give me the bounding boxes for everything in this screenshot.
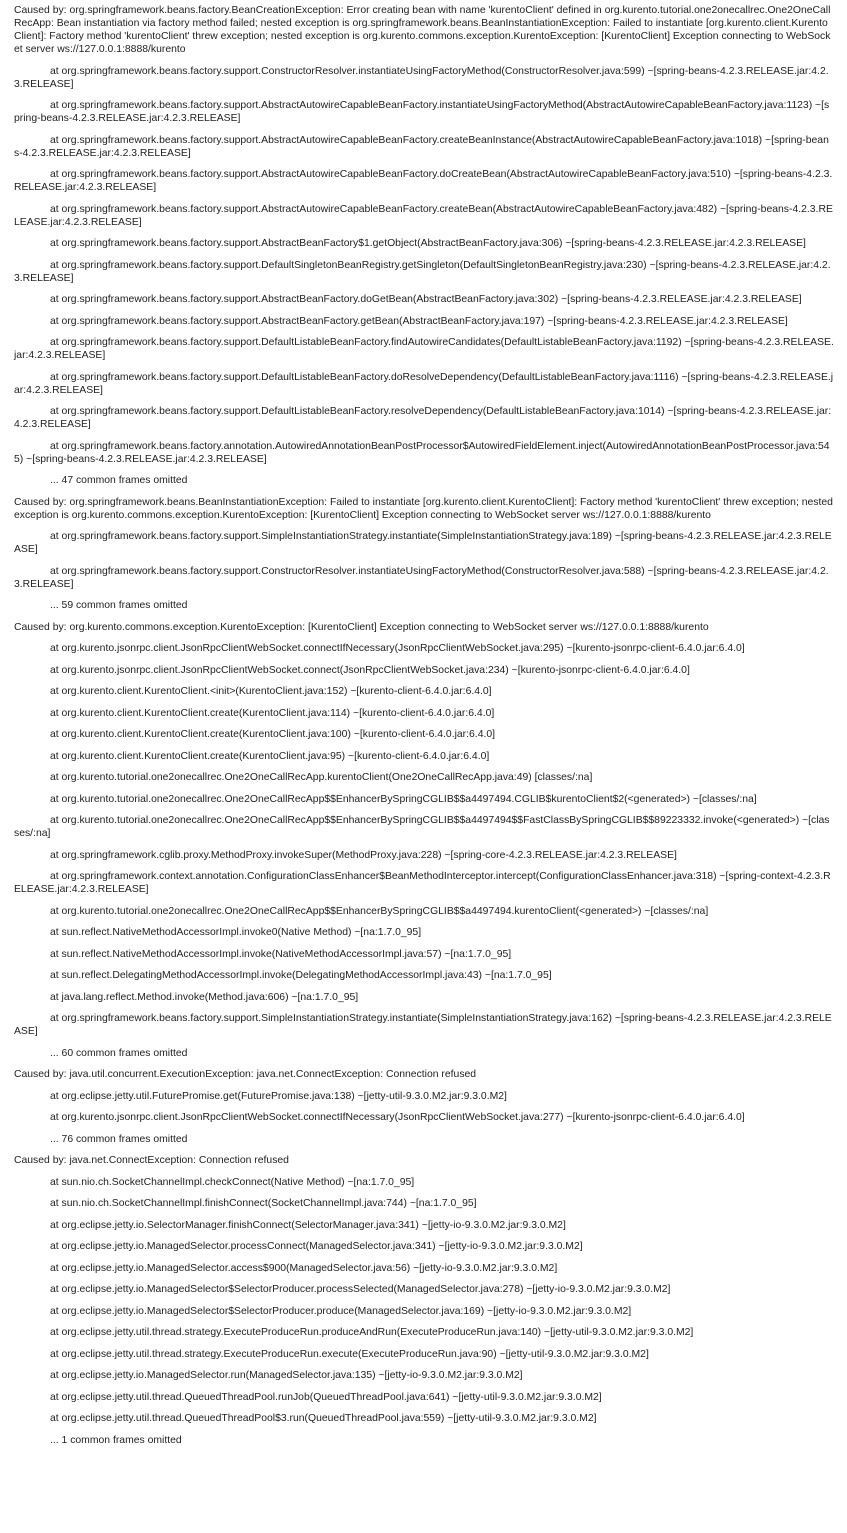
stack-frame-line: at org.springframework.beans.factory.support.AbstractBeanFactory.doGetBean(AbstractBeanFactory.java:302) ~[spring-beans-4.2.3.RELEASE.jar:4.2.3.RELEASE] bbox=[50, 294, 802, 305]
stack-frame-line: at org.eclipse.jetty.util.thread.strategy.ExecuteProduceRun.execute(ExecuteProduceRun.java:90) ~[jetty-util-9.3.0.M2.jar:9.3.0.M2] bbox=[50, 1348, 649, 1360]
stack-frame-line: at org.springframework.cglib.proxy.MethodProxy.invokeSuper(MethodProxy.java:228) ~[spring-core-4.2.3.RELEASE.jar:4.2.3.RELEASE] bbox=[50, 849, 677, 861]
omitted-frames-line: ... 60 common frames omitted bbox=[50, 1047, 188, 1059]
stack-frame-line: at org.springframework.beans.factory.support.AbstractBeanFactory.getBean(AbstractBeanFactory.java:197) ~[spring-beans-4.2.3.RELEASE.jar:4.2.3.RELEASE] bbox=[50, 315, 788, 327]
omitted-frames-line: ... 1 common frames omitted bbox=[50, 1434, 182, 1446]
stack-frame-line: at org.springframework.beans.factory.support.AbstractAutowireCapableBeanFactory.doCreateBean(AbstractAutowireCapableBeanFactory.java:510) ~[spring-beans-4.2.3.RELEASE.jar:4.2.3.RELEASE] bbox=[14, 169, 833, 193]
stack-frame-line: at sun.nio.ch.SocketChannelImpl.checkConnect(Native Method) ~[na:1.7.0_95] bbox=[50, 1176, 415, 1188]
stack-frame-line: at org.springframework.beans.factory.support.DefaultListableBeanFactory.doResolveDependency(DefaultListableBeanFactory.java:1116) ~[spring-beans-4.2.3.RELEASE.jar:4.2.3.RELEASE] bbox=[14, 371, 834, 396]
stack-frame-line: at org.kurento.client.KurentoClient.create(KurentoClient.java:100) ~[kurento-client-6.4.0.jar:6.4.0] bbox=[50, 729, 496, 740]
stack-frame-line: at org.eclipse.jetty.io.ManagedSelector.access$900(ManagedSelector.java:56) ~[jetty-io-9.3.0.M2.jar:9.3.0.M2] bbox=[50, 1262, 558, 1274]
stack-frame-line: at sun.nio.ch.SocketChannelImpl.finishConnect(SocketChannelImpl.java:744) ~[na:1.7.0_95] bbox=[50, 1198, 477, 1209]
stack-frame-line: at org.springframework.beans.factory.support.DefaultListableBeanFactory.findAutowireCandidates(DefaultListableBeanFactory.java:1192) ~[spring-beans-4.2.3.RELEASE.jar:4.2.3.RELEASE] bbox=[14, 337, 834, 361]
stack-frame-line: at org.kurento.client.KurentoClient.create(KurentoClient.java:114) ~[kurento-client-6.4.0.jar:6.4.0] bbox=[50, 707, 495, 719]
stack-frame-line: at org.kurento.jsonrpc.client.JsonRpcClientWebSocket.connectIfNecessary(JsonRpcClientWebSocket.java:295) ~[kurento-jsonrpc-client-6.4.0.jar:6.4.0] bbox=[50, 643, 745, 654]
stack-frame-line: at org.springframework.beans.factory.support.AbstractAutowireCapableBeanFactory.instantiateUsingFactoryMethod(AbstractAutowireCapableBeanFactory.java:1123) ~[spring-beans-4.2.3.RELEASE.jar:4.2.3.RELEASE] bbox=[14, 100, 830, 124]
stack-frame-line: at org.kurento.client.KurentoClient.create(KurentoClient.java:95) ~[kurento-client-6.4.0.jar:6.4.0] bbox=[50, 750, 490, 762]
stack-trace-log bbox=[14, 4, 834, 1455]
omitted-frames-line: ... 47 common frames omitted bbox=[50, 475, 188, 486]
stack-frame-line: at org.kurento.jsonrpc.client.JsonRpcClientWebSocket.connectIfNecessary(JsonRpcClientWebSocket.java:277) ~[kurento-jsonrpc-client-6.4.0.jar:6.4.0] bbox=[50, 1112, 745, 1123]
omitted-frames-line: ... 76 common frames omitted bbox=[50, 1133, 188, 1145]
caused-by-line: Caused by: java.net.ConnectException: Connection refused bbox=[14, 1155, 289, 1166]
stack-frame-line: at org.springframework.beans.factory.support.AbstractAutowireCapableBeanFactory.createBean(AbstractAutowireCapableBeanFactory.java:482) ~[spring-beans-4.2.3.RELEASE.jar:4.2.3.RELEASE] bbox=[14, 203, 833, 228]
caused-by-line: Caused by: org.kurento.commons.exception.KurentoException: [KurentoClient] Exception connecting to WebSocket server ws://127.0.0.1:8888/kurento bbox=[14, 621, 709, 633]
stack-frame-line: at org.kurento.tutorial.one2onecallrec.One2OneCallRecApp$$EnhancerBySpringCGLIB$$a4497494$$FastClassBySpringCGLIB$$89223332.invoke(<generated>) ~[classes/:na] bbox=[14, 815, 830, 839]
stack-frame-line: at org.springframework.beans.factory.support.ConstructorResolver.instantiateUsingFactoryMethod(ConstructorResolver.java:599) ~[spring-beans-4.2.3.RELEASE.jar:4.2.3.RELEASE] bbox=[14, 65, 829, 90]
stack-frame-line: at org.eclipse.jetty.util.FuturePromise.get(FuturePromise.java:138) ~[jetty-util-9.3.0.M2.jar:9.3.0.M2] bbox=[50, 1090, 507, 1102]
stack-frame-line: at org.kurento.tutorial.one2onecallrec.One2OneCallRecApp$$EnhancerBySpringCGLIB$$a4497494.CGLIB$kurentoClient$2(<generated>) ~[classes/:na] bbox=[50, 793, 757, 805]
stack-frame-line: at org.springframework.beans.factory.support.AbstractAutowireCapableBeanFactory.createBeanInstance(AbstractAutowireCapableBeanFactory.java:1018) ~[spring-beans-4.2.3.RELEASE.jar:4.2.3.RELEASE] bbox=[14, 134, 829, 159]
stack-frame-line: at org.springframework.context.annotation.ConfigurationClassEnhancer$BeanMethodInterceptor.intercept(ConfigurationClassEnhancer.java:318) ~[spring-context-4.2.3.RELEASE.jar:4.2.3.RELEASE] bbox=[14, 871, 831, 895]
stack-frame-line: at org.eclipse.jetty.io.ManagedSelector$SelectorProducer.produce(ManagedSelector.java:169) ~[jetty-io-9.3.0.M2.jar:9.3.0.M2] bbox=[50, 1305, 632, 1317]
omitted-frames-line: ... 59 common frames omitted bbox=[50, 600, 188, 611]
caused-by-line: Caused by: org.springframework.beans.BeanInstantiationException: Failed to instantiate [org.kurento.client.KurentoClient]: Factory method 'kurentoClient' threw exception; nested exception is org.kurento.commons.exception.KurentoException: [KurentoClient] Exception connecting to WebSocket server ws://127.0.0.1:8888/kurento bbox=[14, 496, 833, 521]
stack-frame-line: at org.springframework.beans.factory.support.DefaultSingletonBeanRegistry.getSingleton(DefaultSingletonBeanRegistry.java:230) ~[spring-beans-4.2.3.RELEASE.jar:4.2.3.RELEASE] bbox=[14, 259, 831, 284]
stack-frame-line: at org.eclipse.jetty.io.SelectorManager.finishConnect(SelectorManager.java:341) ~[jetty-io-9.3.0.M2.jar:9.3.0.M2] bbox=[50, 1219, 566, 1231]
stack-frame-line: at org.kurento.client.KurentoClient.<init>(KurentoClient.java:152) ~[kurento-client-6.4.0.jar:6.4.0] bbox=[50, 686, 492, 697]
stack-frame-line: at org.springframework.beans.factory.support.SimpleInstantiationStrategy.instantiate(SimpleInstantiationStrategy.java:162) ~[spring-beans-4.2.3.RELEASE.jar:4.2.3.RELEASE] bbox=[14, 1013, 832, 1037]
caused-by-line: Caused by: org.springframework.beans.factory.BeanCreationException: Error creating bean with name 'kurentoClient' defined in org.kurento.tutorial.one2onecallrec.One2OneCallRecApp: Bean instantiation via factory method failed; nested exception is org.springframework.beans.BeanInstantiationException: Failed to instantiate [org.kurento.client.KurentoClient]: Factory method 'kurentoClient' threw exception; nested exception is org.kurento.commons.exception.KurentoException: [KurentoClient] Exception connecting to WebSocket server ws://127.0.0.1:8888/kurento bbox=[14, 5, 831, 55]
stack-frame-line: at org.springframework.beans.factory.support.SimpleInstantiationStrategy.instantiate(SimpleInstantiationStrategy.java:189) ~[spring-beans-4.2.3.RELEASE.jar:4.2.3.RELEASE] bbox=[14, 531, 832, 555]
stack-frame-line: at org.eclipse.jetty.util.thread.QueuedThreadPool.runJob(QueuedThreadPool.java:641) ~[jetty-util-9.3.0.M2.jar:9.3.0.M2] bbox=[50, 1391, 602, 1403]
stack-frame-line: at org.eclipse.jetty.io.ManagedSelector.run(ManagedSelector.java:135) ~[jetty-io-9.3.0.M2.jar:9.3.0.M2] bbox=[50, 1370, 523, 1381]
stack-frame-line: at java.lang.reflect.Method.invoke(Method.java:606) ~[na:1.7.0_95] bbox=[50, 991, 359, 1003]
stack-frame-line: at sun.reflect.DelegatingMethodAccessorImpl.invoke(DelegatingMethodAccessorImpl.java:43) ~[na:1.7.0_95] bbox=[50, 970, 552, 981]
stack-frame-line: at org.eclipse.jetty.util.thread.QueuedThreadPool$3.run(QueuedThreadPool.java:559) ~[jetty-util-9.3.0.M2.jar:9.3.0.M2] bbox=[50, 1413, 597, 1424]
stack-frame-line: at org.eclipse.jetty.io.ManagedSelector$SelectorProducer.processSelected(ManagedSelector.java:278) ~[jetty-io-9.3.0.M2.jar:9.3.0.M2] bbox=[50, 1284, 671, 1295]
stack-frame-line: at org.eclipse.jetty.io.ManagedSelector.processConnect(ManagedSelector.java:341) ~[jetty-io-9.3.0.M2.jar:9.3.0.M2] bbox=[50, 1241, 583, 1252]
stack-frame-line: at org.kurento.tutorial.one2onecallrec.One2OneCallRecApp$$EnhancerBySpringCGLIB$$a4497494.kurentoClient(<generated>) ~[classes/:na] bbox=[50, 905, 709, 917]
stack-frame-line: at org.eclipse.jetty.util.thread.strategy.ExecuteProduceRun.produceAndRun(ExecuteProduceRun.java:140) ~[jetty-util-9.3.0.M2.jar:9.3.0.M2] bbox=[50, 1327, 694, 1338]
stack-frame-line: at org.springframework.beans.factory.annotation.AutowiredAnnotationBeanPostProcessor$AutowiredFieldElement.inject(AutowiredAnnotationBeanPostProcessor.java:545) ~[spring-beans-4.2.3.RELEASE.jar:4.2.3.RELEASE] bbox=[14, 440, 830, 465]
stack-frame-line: at org.springframework.beans.factory.support.ConstructorResolver.instantiateUsingFactoryMethod(ConstructorResolver.java:588) ~[spring-beans-4.2.3.RELEASE.jar:4.2.3.RELEASE] bbox=[14, 565, 829, 590]
caused-by-line: Caused by: java.util.concurrent.ExecutionException: java.net.ConnectException: Connection refused bbox=[14, 1069, 477, 1080]
stack-frame-line: at org.kurento.tutorial.one2onecallrec.One2OneCallRecApp.kurentoClient(One2OneCallRecApp.java:49) [classes/:na] bbox=[50, 772, 593, 783]
stack-frame-line: at org.springframework.beans.factory.support.DefaultListableBeanFactory.resolveDependency(DefaultListableBeanFactory.java:1014) ~[spring-beans-4.2.3.RELEASE.jar:4.2.3.RELEASE] bbox=[14, 406, 832, 430]
stack-frame-line: at org.kurento.jsonrpc.client.JsonRpcClientWebSocket.connect(JsonRpcClientWebSocket.java:234) ~[kurento-jsonrpc-client-6.4.0.jar:6.4.0] bbox=[50, 664, 690, 676]
stack-frame-line: at sun.reflect.NativeMethodAccessorImpl.invoke0(Native Method) ~[na:1.7.0_95] bbox=[50, 927, 422, 938]
stack-frame-line: at sun.reflect.NativeMethodAccessorImpl.invoke(NativeMethodAccessorImpl.java:57) ~[na:1.7.0_95] bbox=[50, 948, 512, 960]
stack-frame-line: at org.springframework.beans.factory.support.AbstractBeanFactory$1.getObject(AbstractBeanFactory.java:306) ~[spring-beans-4.2.3.RELEASE.jar:4.2.3.RELEASE] bbox=[50, 238, 806, 249]
